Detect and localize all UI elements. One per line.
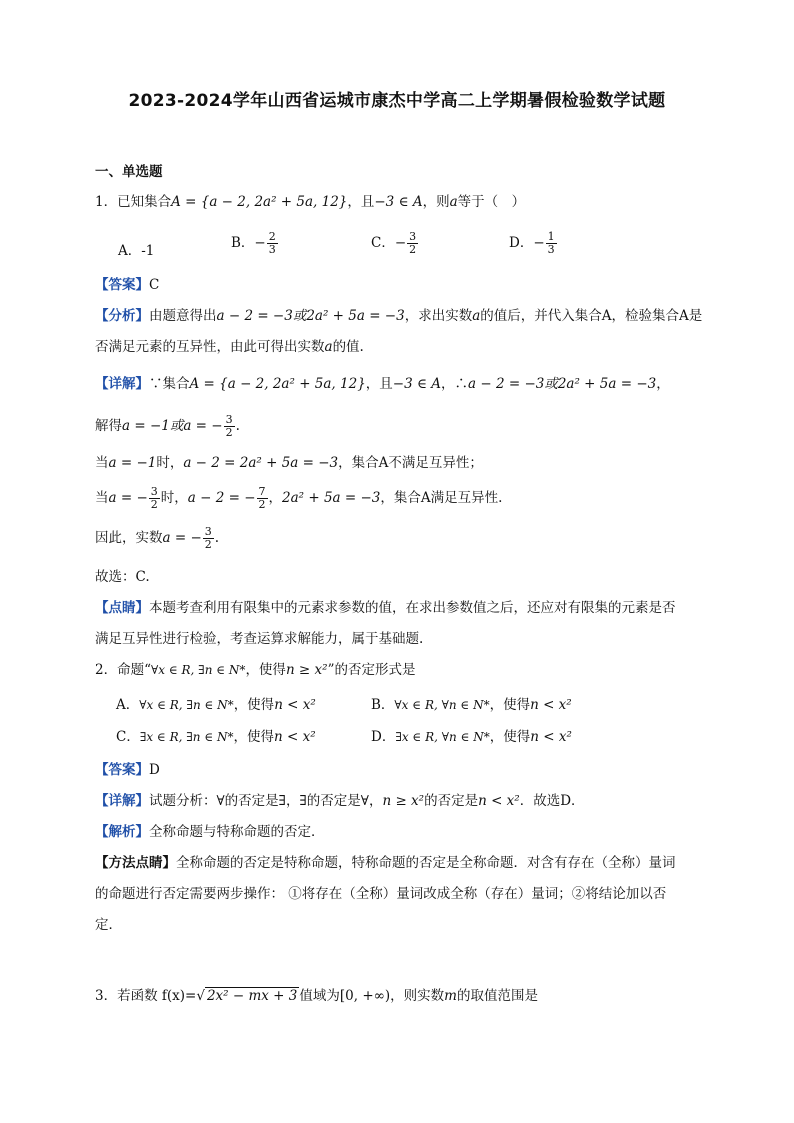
q1-detail-line-2: 解得a = −1或a = − $\frac{3}{2}$ . [95, 413, 240, 439]
q1-answer: 【答案】C [95, 277, 160, 293]
q2-method-line-2: 的命题进行否定需要两步操作： ①将存在（全称）量词改成全称（存在）量词；②将结论加以否 [95, 886, 667, 902]
q2-method-line-3: 定． [95, 917, 122, 933]
q2-answer: 【答案】D [95, 762, 160, 778]
q2-stem: 2．命题“∀x ∈ R, ∃n ∈ N*，使得n ≥ x²”的否定形式是 [95, 662, 416, 678]
q1-choice: 故选：C. [95, 569, 150, 585]
q2-option-d: D．∃x ∈ R, ∀n ∈ N*，使得n < x² [371, 729, 572, 745]
q2-option-c: C．∃x ∈ R, ∃n ∈ N*，使得n < x² [116, 729, 316, 745]
q1-option-b: B．− $\frac{2}{3}$ [231, 230, 276, 256]
q1-analysis-line-2: 否满足元素的互异性，由此可得出实数a的值. [95, 339, 364, 355]
q2-method-line-1: 【方法点睛】全称命题的否定是特称命题，特称命题的否定是全称命题．对含有存在（全称）量词 [95, 855, 676, 871]
q1-point-line-1: 【点睛】本题考查利用有限集中的元素求参数的值，在求出参数值之后，还应对有限集的元素是否 [95, 600, 676, 616]
q1-stem: 1．已知集合A = {a − 2, 2a² + 5a, 12}，且−3 ∈ A，则a等于（ ） [95, 194, 526, 210]
q1-detail-line-4: 当a = − $\frac{3}{2}$ 时，a − 2 = − $\frac{7}{2}$ ，2a² + 5a = −3，集合A满足互异性. [95, 485, 503, 511]
q2-explain: 【解析】全称命题与特称命题的否定． [95, 824, 325, 840]
page-title: 2023-2024学年山西省运城市康杰中学高二上学期暑假检验数学试题 [128, 91, 666, 111]
q1-detail-line-1: 【详解】∵集合A = {a − 2, 2a² + 5a, 12}，且−3 ∈ A，∴a − 2 = −3或2a² + 5a = −3， [95, 376, 670, 392]
q1-option-c: C．− $\frac{3}{2}$ [371, 230, 417, 256]
q1-detail-line-3: 当a = −1时，a − 2 = 2a² + 5a = −3，集合A不满足互异性； [95, 455, 483, 471]
q3-stem: 3．若函数 f(x)=√ 2x² − mx + 3 值域为[0, +∞)，则实数m的取值范围是 [95, 988, 538, 1004]
q2-option-b: B．∀x ∈ R, ∀n ∈ N*，使得n < x² [371, 697, 572, 713]
q1-analysis-line-1: 【分析】由题意得出a − 2 = −3或2a² + 5a = −3，求出实数a的值后，并代入集合A，检验集合A是 [95, 308, 703, 324]
q2-option-a: A．∀x ∈ R, ∃n ∈ N*，使得n < x² [116, 697, 316, 713]
section-heading: 一、单选题 [95, 164, 163, 180]
q1-detail-line-5: 因此，实数a = − $\frac{3}{2}$ . [95, 525, 220, 551]
q1-point-line-2: 满足互异性进行检验，考查运算求解能力，属于基础题. [95, 631, 424, 647]
q1-option-d: D．− $\frac{1}{3}$ [509, 230, 555, 256]
q2-detail: 【详解】试题分析：∀的否定是∃，∃的否定是∀，n ≥ x²的否定是n < x²．故选D． [95, 793, 585, 809]
q1-option-a: A．-1 [118, 243, 155, 259]
